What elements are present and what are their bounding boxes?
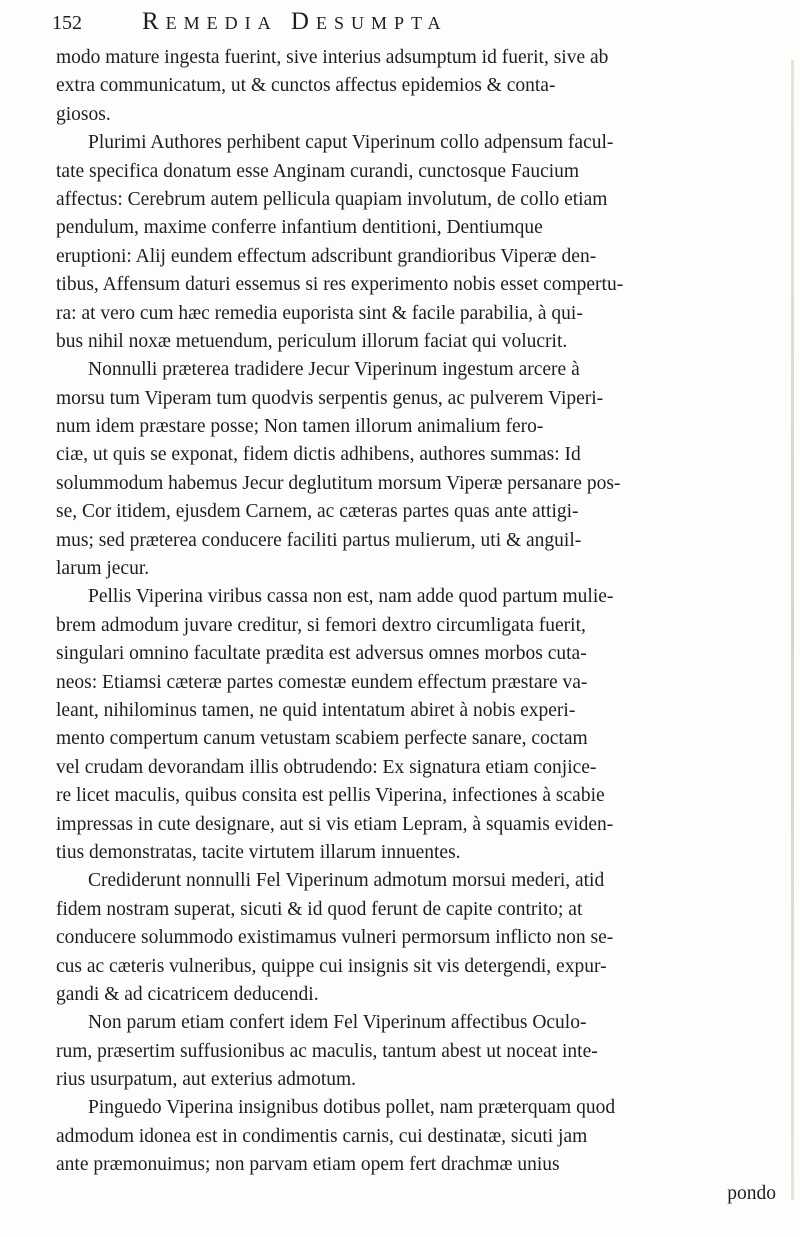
text-line: giosos. (56, 103, 111, 125)
text-line: ciæ, ut quis se exponat, fidem dictis adhibens, authores summas: Id (56, 444, 581, 466)
body-text (56, 44, 776, 1208)
text-line: solummodum habemus Jecur deglutitum morsum Viperæ persanare pos- (56, 472, 621, 494)
text-line: singulari omnino facultate prædita est adversus omnes morbos cuta- (56, 643, 587, 665)
text-line: impressas in cute designare, aut si vis etiam Lepram, à squamis eviden- (56, 813, 614, 835)
text-line: neos: Etiamsi cæteræ partes comestæ eundem effectum præstare va- (56, 671, 588, 693)
text-line: tius demonstratas, tacite virtutem illarum innuentes. (56, 841, 461, 863)
page-edge (791, 60, 794, 1200)
text-line: Pinguedo Viperina insignibus dotibus pollet, nam præterquam quod (88, 1097, 616, 1119)
text-line: modo mature ingesta fuerint, sive interius adsumptum id fuerit, sive ab (56, 47, 609, 68)
running-head-title: Remedia Desumpta (142, 8, 448, 35)
text-line: cus ac cæteris vulneribus, quippe cui insignis sit vis detergendi, expur- (56, 955, 607, 977)
text-line: larum jecur. (56, 558, 150, 580)
text-line: vel crudam devorandam illis obtrudendo: Ex signatura etiam conjice- (56, 756, 597, 778)
text-line: tibus, Affensum daturi essemus si res experimento nobis esset compertu- (56, 274, 624, 296)
text-line: pendulum, maxime conferre infantium dentitioni, Dentiumque (56, 217, 543, 239)
text-line: admodum idonea est in condimentis carnis, cui destinatæ, sicuti jam (56, 1125, 588, 1147)
text-line: ra: at vero cum hæc remedia euporista sint & facile parabilia, à qui- (56, 302, 583, 324)
text-line: tate specifica donatum esse Anginam curandi, cunctosque Faucium (56, 160, 580, 182)
text-line: se, Cor itidem, ejusdem Carnem, ac cæteras partes quas ante attigi- (56, 501, 579, 523)
text-line: leant, nihilominus tamen, ne quid intentatum abiret à nobis experi- (56, 699, 576, 721)
text-line: morsu tum Viperam tum quodvis serpentis genus, ac pulverem Viperi- (56, 387, 604, 409)
running-head (52, 8, 772, 42)
text-line: eruptioni: Alij eundem effectum adscribunt grandioribus Viperæ den- (56, 245, 597, 267)
text-line: pondo (727, 1182, 776, 1204)
page-number: 152 (52, 12, 82, 34)
text-line: mus; sed præterea conducere faciliti partus mulierum, uti & anguil- (56, 529, 582, 551)
text-line: ante præmonuimus; non parvam etiam opem fert drachmæ unius (56, 1154, 560, 1176)
text-line: mento compertum canum vetustam scabiem perfecte sanare, coctam (56, 728, 588, 750)
text-line: Crediderunt nonnulli Fel Viperinum admotum morsui mederi, atid (88, 870, 605, 892)
text-line: Pellis Viperina viribus cassa non est, nam adde quod partum mulie- (88, 586, 614, 608)
text-line: conducere solummodo existimamus vulneri permorsum inflicto non se- (56, 927, 614, 949)
text-line: rum, præsertim suffusionibus ac maculis, tantum abest ut noceat inte- (56, 1040, 598, 1062)
text-line: Plurimi Authores perhibent caput Viperinum collo adpensum facul- (88, 132, 614, 154)
text-line: bus nihil noxæ metuendum, periculum illorum faciat qui volucrit. (56, 330, 568, 352)
text-line: rius usurpatum, aut exterius admotum. (56, 1069, 357, 1091)
text-line: extra communicatum, ut & cunctos affectus epidemios & conta- (56, 75, 556, 97)
text-line: Nonnulli præterea tradidere Jecur Viperinum ingestum arcere à (88, 359, 580, 381)
text-line: num idem præstare posse; Non tamen illorum animalium fero- (56, 416, 544, 438)
text-line: gandi & ad cicatricem deducendi. (56, 983, 319, 1005)
text-line: re licet maculis, quibus consita est pellis Viperina, infectiones à scabie (56, 785, 605, 807)
text-line: Non parum etiam confert idem Fel Viperinum affectibus Oculo- (88, 1012, 587, 1034)
text-line: affectus: Cerebrum autem pellicula quapiam involutum, de collo etiam (56, 188, 608, 210)
text-line: brem admodum juvare creditur, si femori dextro circumligata fuerit, (56, 614, 586, 636)
text-line: fidem nostram superat, sicuti & id quod ferunt de capite contrito; at (56, 898, 583, 920)
